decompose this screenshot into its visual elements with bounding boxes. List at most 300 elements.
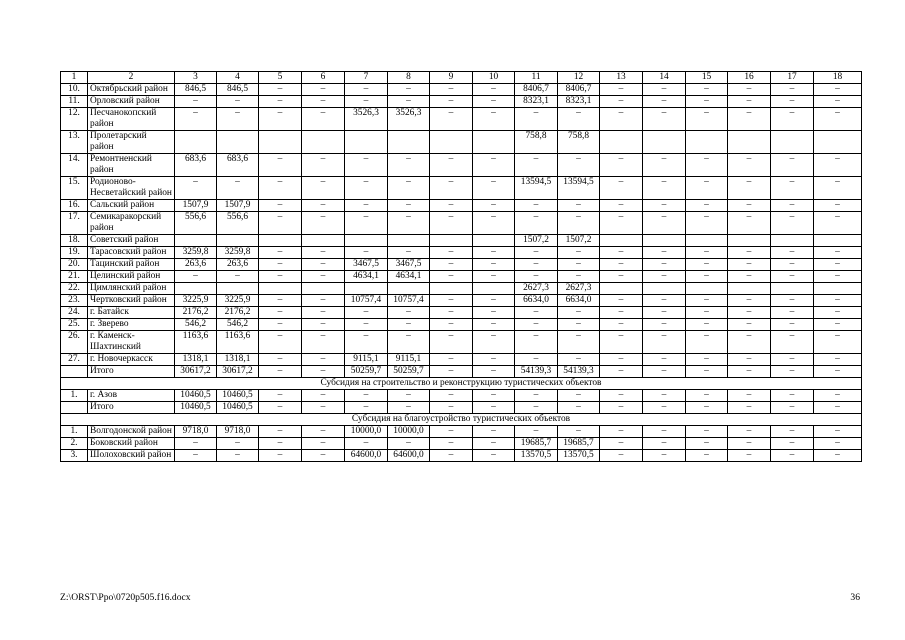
row-number: 16. bbox=[61, 200, 88, 212]
value-cell: – bbox=[345, 212, 388, 235]
value-cell: – bbox=[388, 331, 430, 354]
value-cell: – bbox=[345, 154, 388, 177]
value-cell: 54139,3 bbox=[558, 366, 600, 378]
value-cell: – bbox=[302, 154, 345, 177]
value-cell bbox=[345, 283, 388, 295]
document-path: Z:\ORST\Ppo\0720p505.f16.docx bbox=[60, 592, 191, 603]
value-cell: – bbox=[515, 247, 558, 259]
row-number bbox=[61, 366, 88, 378]
value-cell: – bbox=[643, 200, 686, 212]
value-cell: 8323,1 bbox=[558, 96, 600, 108]
value-cell: – bbox=[473, 366, 515, 378]
row-number: 17. bbox=[61, 212, 88, 235]
value-cell: – bbox=[771, 84, 814, 96]
value-cell: – bbox=[430, 108, 473, 131]
value-cell: – bbox=[473, 331, 515, 354]
value-cell: – bbox=[600, 438, 643, 450]
value-cell: – bbox=[728, 319, 771, 331]
table-row bbox=[61, 177, 862, 200]
value-cell: – bbox=[259, 438, 302, 450]
row-number: 18. bbox=[61, 235, 88, 247]
value-cell bbox=[259, 235, 302, 247]
value-cell: – bbox=[814, 331, 862, 354]
value-cell: – bbox=[558, 247, 600, 259]
value-cell: – bbox=[345, 438, 388, 450]
value-cell: – bbox=[771, 154, 814, 177]
value-cell: 64600,0 bbox=[388, 450, 430, 462]
value-cell: – bbox=[558, 108, 600, 131]
value-cell: – bbox=[345, 319, 388, 331]
value-cell: 9718,0 bbox=[217, 426, 259, 438]
value-cell: – bbox=[302, 450, 345, 462]
value-cell: – bbox=[302, 295, 345, 307]
municipality-name: Тарасовский район bbox=[88, 247, 175, 259]
value-cell: – bbox=[558, 354, 600, 366]
municipality-name: Цимлянский район bbox=[88, 283, 175, 295]
value-cell: 13594,5 bbox=[558, 177, 600, 200]
value-cell: – bbox=[473, 200, 515, 212]
value-cell: 10000,0 bbox=[345, 426, 388, 438]
value-cell: 8406,7 bbox=[558, 84, 600, 96]
value-cell: – bbox=[600, 402, 643, 414]
value-cell: – bbox=[558, 307, 600, 319]
value-cell: 1507,9 bbox=[175, 200, 217, 212]
value-cell: – bbox=[686, 247, 728, 259]
value-cell: – bbox=[259, 154, 302, 177]
value-cell: – bbox=[345, 331, 388, 354]
value-cell: 10460,5 bbox=[175, 402, 217, 414]
value-cell: – bbox=[175, 177, 217, 200]
value-cell bbox=[771, 283, 814, 295]
table-row bbox=[61, 450, 862, 462]
value-cell: 556,6 bbox=[175, 212, 217, 235]
row-number: 15. bbox=[61, 177, 88, 200]
table-row bbox=[61, 283, 862, 295]
municipality-name: Волгодонской район bbox=[88, 426, 175, 438]
value-cell: – bbox=[600, 319, 643, 331]
value-cell: – bbox=[643, 319, 686, 331]
value-cell: – bbox=[259, 331, 302, 354]
value-cell: – bbox=[728, 200, 771, 212]
value-cell bbox=[217, 235, 259, 247]
value-cell: – bbox=[814, 200, 862, 212]
value-cell: 1163,6 bbox=[217, 331, 259, 354]
value-cell: – bbox=[515, 402, 558, 414]
value-cell bbox=[217, 283, 259, 295]
value-cell: 2627,3 bbox=[558, 283, 600, 295]
value-cell: 1318,1 bbox=[175, 354, 217, 366]
value-cell: – bbox=[515, 154, 558, 177]
table-row bbox=[61, 426, 862, 438]
value-cell: – bbox=[259, 319, 302, 331]
value-cell: – bbox=[600, 331, 643, 354]
value-cell: – bbox=[515, 259, 558, 271]
municipality-name: г. Новочеркасск bbox=[88, 354, 175, 366]
value-cell bbox=[600, 283, 643, 295]
row-number: 21. bbox=[61, 271, 88, 283]
table-row bbox=[61, 96, 862, 108]
value-cell: – bbox=[259, 426, 302, 438]
value-cell: – bbox=[345, 84, 388, 96]
value-cell: 50259,7 bbox=[345, 366, 388, 378]
page-number: 36 bbox=[850, 592, 860, 603]
value-cell: – bbox=[728, 177, 771, 200]
municipality-name: Октябрьский район bbox=[88, 84, 175, 96]
value-cell: – bbox=[302, 200, 345, 212]
value-cell: 683,6 bbox=[175, 154, 217, 177]
header-cell: 9 bbox=[430, 72, 473, 84]
value-cell: – bbox=[430, 390, 473, 402]
value-cell: – bbox=[814, 307, 862, 319]
header-cell: 11 bbox=[515, 72, 558, 84]
value-cell: – bbox=[771, 307, 814, 319]
value-cell: 546,2 bbox=[175, 319, 217, 331]
value-cell bbox=[643, 131, 686, 154]
value-cell: – bbox=[515, 354, 558, 366]
value-cell: – bbox=[643, 212, 686, 235]
value-cell: – bbox=[175, 438, 217, 450]
value-cell: – bbox=[728, 108, 771, 131]
value-cell: – bbox=[473, 295, 515, 307]
value-cell: – bbox=[728, 390, 771, 402]
value-cell: 10460,5 bbox=[217, 402, 259, 414]
value-cell: – bbox=[771, 438, 814, 450]
value-cell bbox=[728, 235, 771, 247]
value-cell bbox=[814, 131, 862, 154]
value-cell bbox=[302, 131, 345, 154]
value-cell: – bbox=[302, 426, 345, 438]
value-cell: – bbox=[728, 295, 771, 307]
value-cell: – bbox=[558, 390, 600, 402]
value-cell: – bbox=[345, 390, 388, 402]
value-cell: – bbox=[430, 438, 473, 450]
table-row bbox=[61, 271, 862, 283]
value-cell: – bbox=[259, 212, 302, 235]
value-cell: – bbox=[771, 354, 814, 366]
value-cell bbox=[430, 283, 473, 295]
municipality-name: Ремонтненский район bbox=[88, 154, 175, 177]
value-cell bbox=[430, 131, 473, 154]
value-cell: – bbox=[686, 402, 728, 414]
value-cell: – bbox=[686, 450, 728, 462]
value-cell bbox=[302, 235, 345, 247]
table-row bbox=[61, 108, 862, 131]
value-cell: – bbox=[600, 390, 643, 402]
value-cell: 846,5 bbox=[217, 84, 259, 96]
value-cell: – bbox=[600, 450, 643, 462]
row-number: 23. bbox=[61, 295, 88, 307]
row-number: 24. bbox=[61, 307, 88, 319]
header-cell: 1 bbox=[61, 72, 88, 84]
value-cell bbox=[259, 131, 302, 154]
value-cell: – bbox=[728, 84, 771, 96]
value-cell bbox=[430, 235, 473, 247]
value-cell: 3225,9 bbox=[175, 295, 217, 307]
value-cell: – bbox=[302, 438, 345, 450]
value-cell: – bbox=[473, 108, 515, 131]
value-cell: – bbox=[430, 319, 473, 331]
value-cell: – bbox=[600, 96, 643, 108]
value-cell: – bbox=[388, 438, 430, 450]
header-cell: 14 bbox=[643, 72, 686, 84]
value-cell: 4634,1 bbox=[345, 271, 388, 283]
value-cell: – bbox=[771, 402, 814, 414]
value-cell: – bbox=[473, 319, 515, 331]
value-cell: – bbox=[217, 450, 259, 462]
value-cell: – bbox=[771, 212, 814, 235]
value-cell bbox=[643, 235, 686, 247]
value-cell: – bbox=[771, 177, 814, 200]
value-cell: – bbox=[686, 438, 728, 450]
value-cell: 19685,7 bbox=[515, 438, 558, 450]
value-cell: – bbox=[302, 307, 345, 319]
value-cell bbox=[175, 283, 217, 295]
municipality-name: г. Азов bbox=[88, 390, 175, 402]
value-cell: – bbox=[600, 247, 643, 259]
value-cell: – bbox=[302, 212, 345, 235]
value-cell: – bbox=[600, 177, 643, 200]
table-row bbox=[61, 235, 862, 247]
value-cell: – bbox=[771, 331, 814, 354]
value-cell: – bbox=[558, 426, 600, 438]
value-cell: – bbox=[515, 319, 558, 331]
value-cell: – bbox=[728, 438, 771, 450]
value-cell bbox=[686, 235, 728, 247]
row-number: 13. bbox=[61, 131, 88, 154]
value-cell: – bbox=[814, 212, 862, 235]
value-cell: – bbox=[771, 271, 814, 283]
value-cell: 758,8 bbox=[515, 131, 558, 154]
table-row bbox=[61, 438, 862, 450]
value-cell: – bbox=[259, 295, 302, 307]
value-cell: 846,5 bbox=[175, 84, 217, 96]
value-cell bbox=[771, 131, 814, 154]
municipality-name: Родионово-Несветайский район bbox=[88, 177, 175, 200]
value-cell: 9115,1 bbox=[345, 354, 388, 366]
table-row bbox=[61, 84, 862, 96]
value-cell: – bbox=[558, 331, 600, 354]
value-cell: – bbox=[643, 295, 686, 307]
value-cell: 10460,5 bbox=[175, 390, 217, 402]
value-cell: – bbox=[430, 366, 473, 378]
table-row bbox=[61, 259, 862, 271]
value-cell: – bbox=[302, 319, 345, 331]
value-cell: – bbox=[388, 390, 430, 402]
value-cell: – bbox=[430, 450, 473, 462]
table-row bbox=[61, 307, 862, 319]
value-cell: – bbox=[430, 331, 473, 354]
value-cell: – bbox=[771, 450, 814, 462]
value-cell: – bbox=[643, 366, 686, 378]
header-cell: 3 bbox=[175, 72, 217, 84]
value-cell: – bbox=[473, 177, 515, 200]
municipality-name: Боковский район bbox=[88, 438, 175, 450]
value-cell: – bbox=[771, 366, 814, 378]
value-cell bbox=[473, 131, 515, 154]
value-cell: – bbox=[430, 259, 473, 271]
value-cell: – bbox=[643, 108, 686, 131]
row-number: 1. bbox=[61, 390, 88, 402]
value-cell: – bbox=[175, 271, 217, 283]
value-cell: 13570,5 bbox=[558, 450, 600, 462]
value-cell: – bbox=[728, 307, 771, 319]
value-cell: 8406,7 bbox=[515, 84, 558, 96]
table-row bbox=[61, 354, 862, 366]
value-cell: – bbox=[345, 200, 388, 212]
value-cell: – bbox=[814, 259, 862, 271]
value-cell: – bbox=[515, 212, 558, 235]
value-cell: – bbox=[643, 354, 686, 366]
value-cell: 3259,8 bbox=[175, 247, 217, 259]
value-cell: – bbox=[728, 271, 771, 283]
value-cell: – bbox=[686, 259, 728, 271]
row-number: 11. bbox=[61, 96, 88, 108]
value-cell: 1163,6 bbox=[175, 331, 217, 354]
value-cell: – bbox=[302, 271, 345, 283]
value-cell: – bbox=[600, 154, 643, 177]
municipality-name: Семикаракорский район bbox=[88, 212, 175, 235]
value-cell: – bbox=[345, 177, 388, 200]
value-cell: – bbox=[430, 154, 473, 177]
value-cell: – bbox=[771, 390, 814, 402]
municipality-name: Целинский район bbox=[88, 271, 175, 283]
table-body bbox=[61, 84, 862, 462]
value-cell: – bbox=[686, 154, 728, 177]
value-cell: 64600,0 bbox=[345, 450, 388, 462]
value-cell: 6634,0 bbox=[558, 295, 600, 307]
value-cell: – bbox=[515, 307, 558, 319]
value-cell: – bbox=[814, 390, 862, 402]
value-cell: – bbox=[259, 307, 302, 319]
value-cell: – bbox=[686, 177, 728, 200]
value-cell: – bbox=[430, 295, 473, 307]
row-number: 19. bbox=[61, 247, 88, 259]
value-cell: – bbox=[686, 354, 728, 366]
value-cell: – bbox=[600, 354, 643, 366]
header-cell: 4 bbox=[217, 72, 259, 84]
municipality-name: г. Батайск bbox=[88, 307, 175, 319]
value-cell: – bbox=[515, 108, 558, 131]
value-cell: 683,6 bbox=[217, 154, 259, 177]
value-cell: – bbox=[600, 259, 643, 271]
value-cell: – bbox=[302, 177, 345, 200]
section-title: Субсидия на строительство и реконструкцию туристических объектов bbox=[61, 378, 862, 390]
value-cell: – bbox=[558, 200, 600, 212]
table-row bbox=[61, 131, 862, 154]
value-cell: – bbox=[558, 402, 600, 414]
value-cell: – bbox=[643, 259, 686, 271]
value-cell: – bbox=[515, 331, 558, 354]
value-cell: – bbox=[771, 319, 814, 331]
value-cell: – bbox=[728, 212, 771, 235]
value-cell: 13594,5 bbox=[515, 177, 558, 200]
value-cell: – bbox=[771, 259, 814, 271]
value-cell: – bbox=[302, 247, 345, 259]
value-cell: – bbox=[771, 247, 814, 259]
row-number: 2. bbox=[61, 438, 88, 450]
table-row bbox=[61, 247, 862, 259]
header-cell: 12 bbox=[558, 72, 600, 84]
value-cell: – bbox=[473, 212, 515, 235]
row-number: 14. bbox=[61, 154, 88, 177]
value-cell: – bbox=[728, 259, 771, 271]
value-cell: – bbox=[302, 108, 345, 131]
value-cell: – bbox=[175, 450, 217, 462]
value-cell: – bbox=[814, 438, 862, 450]
value-cell: 3225,9 bbox=[217, 295, 259, 307]
value-cell: 1318,1 bbox=[217, 354, 259, 366]
municipality-name: Советский район bbox=[88, 235, 175, 247]
municipality-name: Тацинский район bbox=[88, 259, 175, 271]
value-cell: 556,6 bbox=[217, 212, 259, 235]
value-cell: 10460,5 bbox=[217, 390, 259, 402]
value-cell: – bbox=[643, 426, 686, 438]
value-cell: – bbox=[175, 108, 217, 131]
value-cell: – bbox=[600, 212, 643, 235]
value-cell bbox=[302, 283, 345, 295]
value-cell bbox=[345, 131, 388, 154]
value-cell: – bbox=[473, 271, 515, 283]
value-cell: – bbox=[217, 177, 259, 200]
value-cell: – bbox=[430, 271, 473, 283]
value-cell: 6634,0 bbox=[515, 295, 558, 307]
value-cell: – bbox=[814, 271, 862, 283]
value-cell: – bbox=[558, 212, 600, 235]
value-cell: – bbox=[259, 108, 302, 131]
header-cell: 17 bbox=[771, 72, 814, 84]
value-cell: 10757,4 bbox=[345, 295, 388, 307]
value-cell: – bbox=[515, 426, 558, 438]
value-cell: – bbox=[388, 154, 430, 177]
value-cell: 8323,1 bbox=[515, 96, 558, 108]
value-cell: 2176,2 bbox=[217, 307, 259, 319]
value-cell: – bbox=[302, 84, 345, 96]
value-cell: – bbox=[430, 426, 473, 438]
value-cell: 1507,2 bbox=[558, 235, 600, 247]
row-number: 3. bbox=[61, 450, 88, 462]
value-cell: – bbox=[814, 177, 862, 200]
header-cell: 15 bbox=[686, 72, 728, 84]
header-cell: 2 bbox=[88, 72, 175, 84]
value-cell: – bbox=[600, 307, 643, 319]
header-cell: 5 bbox=[259, 72, 302, 84]
value-cell: – bbox=[814, 354, 862, 366]
value-cell: – bbox=[302, 402, 345, 414]
value-cell: – bbox=[771, 295, 814, 307]
value-cell: 3467,5 bbox=[388, 259, 430, 271]
value-cell: – bbox=[558, 259, 600, 271]
value-cell: – bbox=[814, 154, 862, 177]
value-cell: – bbox=[515, 390, 558, 402]
value-cell: – bbox=[345, 307, 388, 319]
value-cell bbox=[175, 131, 217, 154]
value-cell bbox=[728, 283, 771, 295]
value-cell: – bbox=[686, 84, 728, 96]
value-cell: – bbox=[728, 354, 771, 366]
value-cell: – bbox=[728, 154, 771, 177]
value-cell: – bbox=[686, 331, 728, 354]
value-cell: – bbox=[686, 390, 728, 402]
value-cell bbox=[345, 235, 388, 247]
value-cell: – bbox=[686, 307, 728, 319]
value-cell: – bbox=[686, 212, 728, 235]
value-cell: – bbox=[430, 177, 473, 200]
header-cell: 16 bbox=[728, 72, 771, 84]
value-cell: 9718,0 bbox=[175, 426, 217, 438]
value-cell: – bbox=[345, 402, 388, 414]
value-cell: – bbox=[473, 450, 515, 462]
value-cell: – bbox=[259, 402, 302, 414]
